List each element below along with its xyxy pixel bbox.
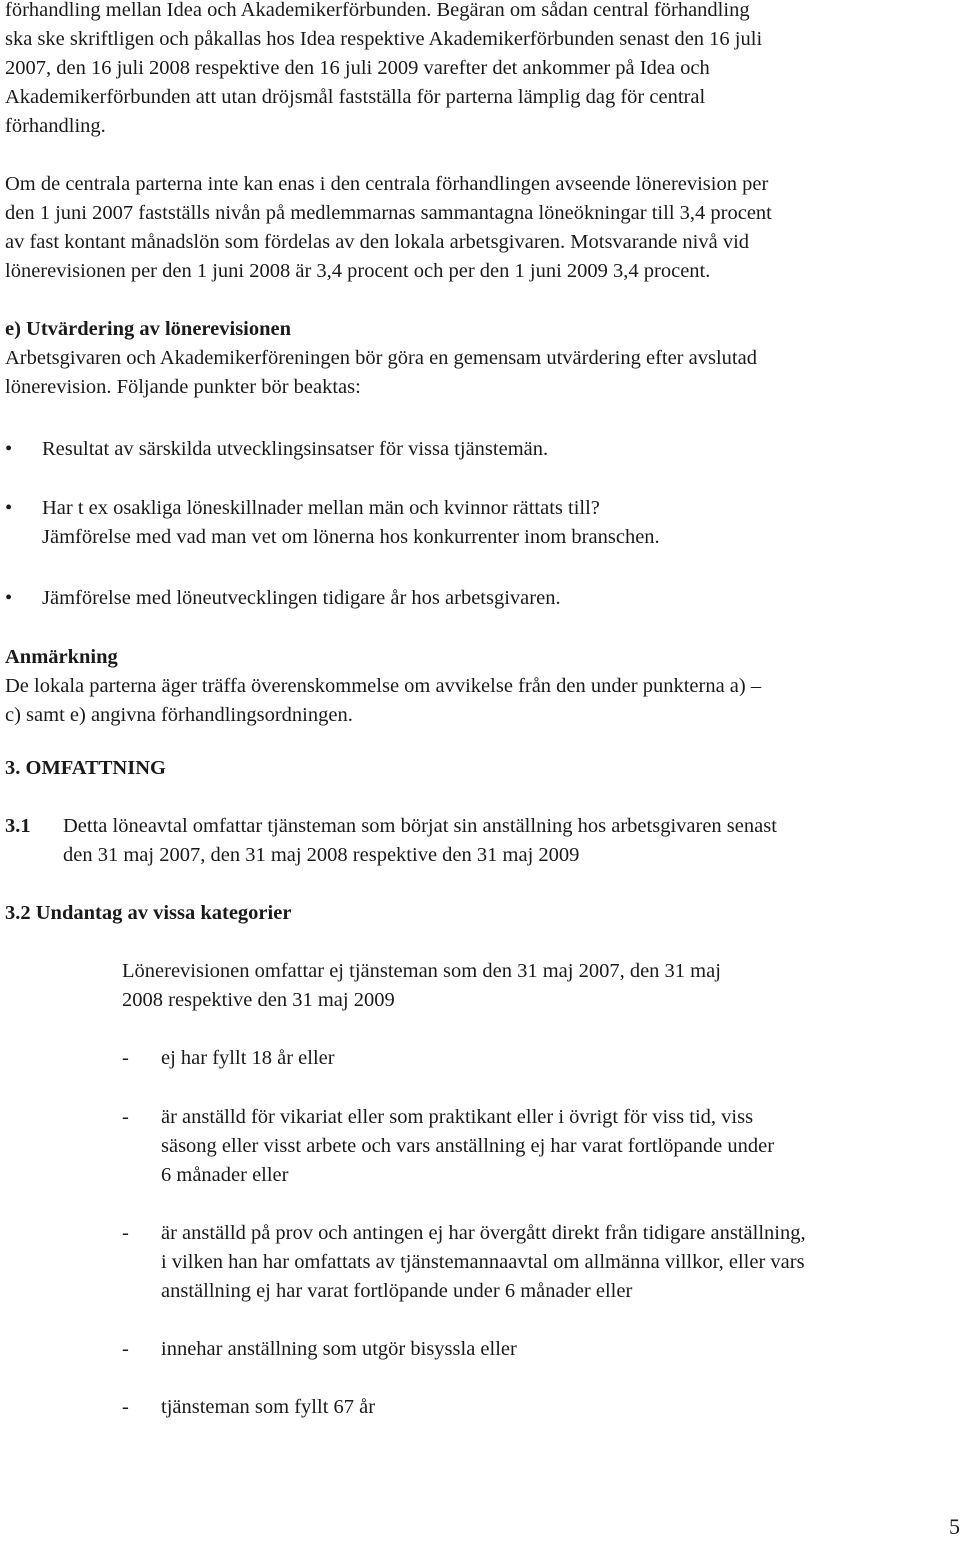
section-3 — [5, 754, 955, 783]
text-line: anställning ej har varat fortlöpande under 6 månader eller — [161, 1280, 633, 1302]
text-line: i vilken han har omfattats av tjänstemannaavtal om allmänna villkor, eller vars — [161, 1251, 805, 1273]
text-line: är anställd för vikariat eller som praktikant eller i övrigt för viss tid, viss — [161, 1106, 754, 1128]
section-heading: Anmärkning — [5, 646, 118, 668]
text-line: Resultat av särskilda utvecklingsinsatser för vissa tjänstemän. — [42, 438, 549, 460]
text-line: Om de centrala parterna inte kan enas i den centrala förhandlingen avseende lönerevision per — [5, 173, 769, 195]
exception-intro — [122, 957, 958, 1015]
text-line: Har t ex osakliga löneskillnader mellan män och kvinnor rättats till? — [42, 497, 600, 519]
dash-marker: - — [122, 1106, 129, 1128]
dash-marker: - — [122, 1396, 129, 1418]
text-line: den 31 maj 2007, den 31 maj 2008 respektive den 31 maj 2009 — [63, 844, 580, 866]
dash-marker: - — [122, 1338, 129, 1360]
text-line: 2008 respektive den 31 maj 2009 — [122, 989, 395, 1011]
text-line: lönerevisionen per den 1 juni 2008 är 3,4 procent och per den 1 juni 2009 3,4 procent. — [5, 260, 711, 282]
text-line: tjänsteman som fyllt 67 år — [161, 1396, 376, 1418]
text-line: den 1 juni 2007 fastställs nivån på medlemmarnas sammantagna löneökningar till 3,4 procent — [5, 202, 772, 224]
page-number: 5 — [949, 1514, 960, 1539]
text-line: Arbetsgivaren och Akademikerföreningen bör göra en gemensam utvärdering efter avslutad — [5, 347, 757, 369]
section-heading: e) Utvärdering av lönerevisionen — [5, 318, 292, 340]
text-line: ej har fyllt 18 år eller — [161, 1047, 335, 1069]
text-line: ska ske skriftligen och påkallas hos Idea respektive Akademikerförbunden senast den 16 juli — [5, 28, 763, 50]
text-line: förhandling mellan Idea och Akademikerförbunden. Begäran om sådan central förhandling — [5, 0, 750, 21]
bullet-icon: • — [5, 587, 13, 609]
text-line: Jämförelse med löneutvecklingen tidigare år hos arbetsgivaren. — [42, 587, 561, 609]
section-heading: 3. OMFATTNING — [5, 757, 166, 779]
text-line: förhandling. — [5, 115, 106, 137]
text-line: c) samt e) angivna förhandlingsordningen. — [5, 704, 353, 726]
text-line: lönerevision. Följande punkter bör beaktas: — [5, 376, 361, 398]
dash-marker: - — [122, 1222, 129, 1244]
text-line: av fast kontant månadslön som fördelas av den lokala arbetsgivaren. Motsvarande nivå vid — [5, 231, 750, 253]
text-line: Detta löneavtal omfattar tjänsteman som börjat sin anställning hos arbetsgivaren senast — [63, 815, 777, 837]
section-heading: 3.2 Undantag av vissa kategorier — [5, 902, 292, 924]
intro-paragraph — [5, 0, 955, 141]
text-line: Akademikerförbunden att utan dröjsmål fastställa för parterna lämplig dag för central — [5, 86, 706, 108]
bullet-icon: • — [5, 438, 13, 460]
central-paragraph — [5, 170, 955, 286]
note-section — [5, 643, 955, 730]
text-line: 2007, den 16 juli 2008 respektive den 16 juli 2009 varefter det ankommer på Idea och — [5, 57, 710, 79]
text-line: 6 månader eller — [161, 1164, 289, 1186]
text-line: är anställd på prov och antingen ej har övergått direkt från tidigare anställning, — [161, 1222, 806, 1244]
clause-3-2 — [5, 899, 955, 928]
section-e — [5, 315, 955, 402]
text-line: innehar anställning som utgör bisyssla eller — [161, 1338, 517, 1360]
text-line: De lokala parterna äger träffa överenskommelse om avvikelse från den under punkterna a) – — [5, 675, 762, 697]
dash-marker: - — [122, 1047, 129, 1069]
text-line: Lönerevisionen omfattar ej tjänsteman som den 31 maj 2007, den 31 maj — [122, 960, 721, 982]
text-line: säsong eller visst arbete och vars anställning ej har varat fortlöpande under — [161, 1135, 775, 1157]
text-line: Jämförelse med vad man vet om lönerna hos konkurrenter inom branschen. — [42, 526, 660, 548]
clause-number: 3.1 — [5, 815, 31, 837]
bullet-icon: • — [5, 497, 13, 519]
